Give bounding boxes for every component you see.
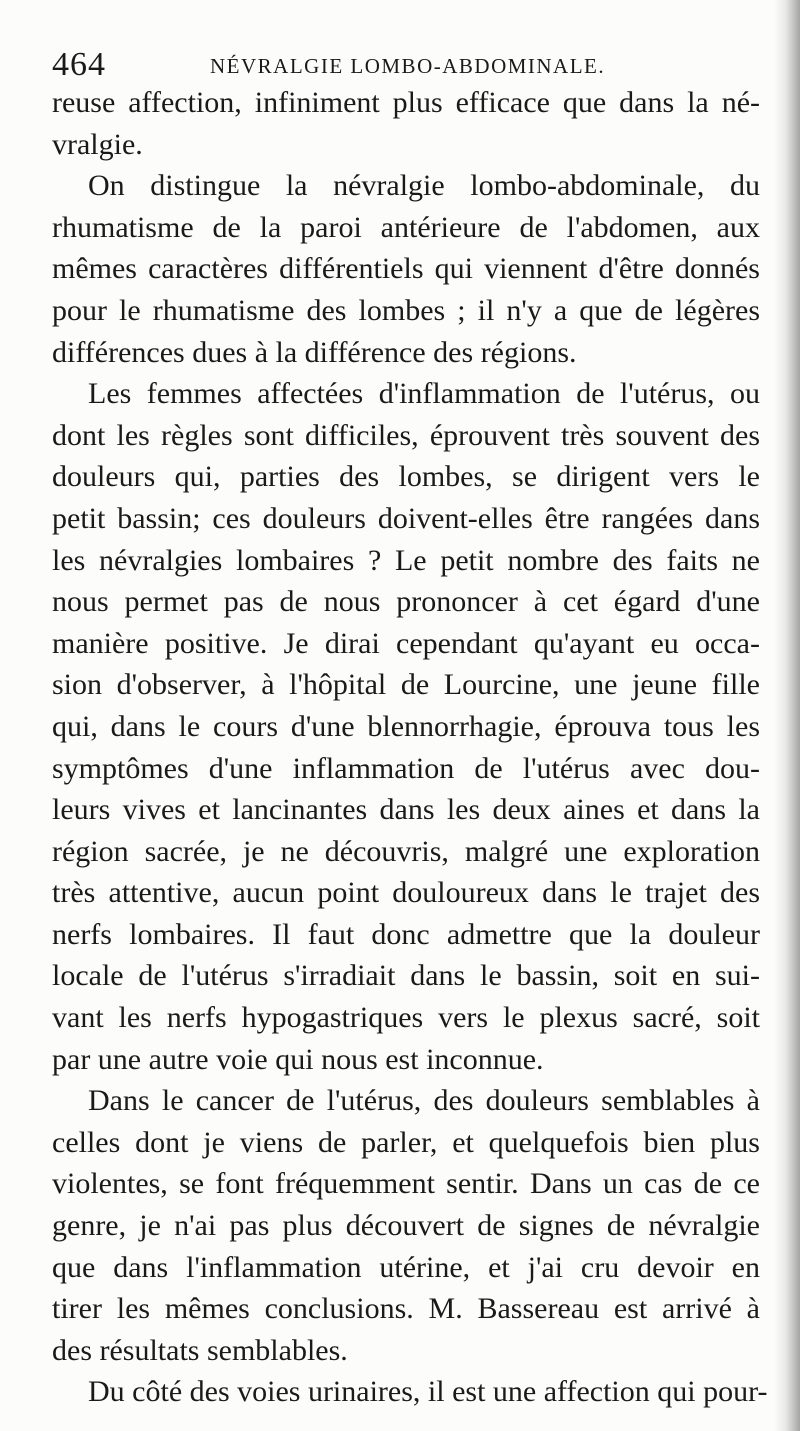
text-line: pour le rhumatisme des lombes ; il n'y a que de légères [52, 293, 760, 327]
text-line: locale de l'utérus s'irradiait dans le bassin, soit en sui- [52, 959, 760, 993]
body-text [52, 82, 768, 1413]
text-line: très attentive, aucun point douloureux dans le trajet des [52, 876, 760, 910]
text-line: reuse affection, infiniment plus efficace que dans la né- [52, 86, 760, 119]
text-line: vralgie. [52, 127, 143, 161]
page-number: 464 [52, 46, 106, 83]
text-line: genre, je n'ai pas plus découvert de signes de névralgie [52, 1209, 760, 1243]
text-line: tirer les mêmes conclusions. M. Bassereau est arrivé à [52, 1292, 760, 1326]
text-line: Les femmes affectées d'inflammation de l'utérus, ou [88, 377, 760, 411]
text-line: leurs vives et lancinantes dans les deux aines et dans la [52, 793, 760, 827]
text-line: On distingue la névralgie lombo-abdominale, du [88, 169, 760, 203]
text-line: que dans l'inflammation utérine, et j'ai cru devoir en [52, 1250, 760, 1284]
text-line: sion d'observer, à l'hôpital de Lourcine, une jeune fille [52, 668, 760, 702]
text-line: qui, dans le cours d'une blennorrhagie, éprouva tous les [52, 709, 760, 743]
text-line: vant les nerfs hypogastriques vers le plexus sacré, soit [52, 1001, 760, 1035]
text-line: petit bassin; ces douleurs doivent-elles être rangées dans [52, 501, 760, 535]
text-line: nous permet pas de nous prononcer à cet égard d'une [52, 585, 760, 619]
text-line: douleurs qui, parties des lombes, se dirigent vers le [52, 460, 760, 494]
text-line: région sacrée, je ne découvris, malgré une exploration [52, 834, 760, 868]
text-line: rhumatisme de la paroi antérieure de l'abdomen, aux [52, 210, 760, 244]
text-line: Du côté des voies urinaires, il est une affection qui pour- [88, 1375, 768, 1409]
text-line: par une autre voie qui nous est inconnue. [52, 1042, 544, 1076]
text-line: des résultats semblables. [52, 1333, 348, 1367]
text-line: mêmes caractères différentiels qui viennent d'être donnés [52, 252, 760, 286]
text-line: dont les règles sont difficiles, éprouvent très souvent des [52, 418, 760, 452]
text-line: les névralgies lombaires ? Le petit nombre des faits ne [52, 543, 760, 577]
text-line: nerfs lombaires. Il faut donc admettre que la douleur [52, 917, 760, 951]
text-line: Dans le cancer de l'utérus, des douleurs semblables à [88, 1084, 760, 1118]
page-edge-shadow [774, 0, 800, 1431]
text-line: symptômes d'une inflammation de l'utérus avec dou- [52, 751, 760, 785]
running-head: NÉVRALGIE LOMBO-ABDOMINALE. [210, 54, 606, 78]
text-line: manière positive. Je dirai cependant qu'ayant eu occa- [52, 626, 760, 660]
text-line: celles dont je viens de parler, et quelquefois bien plus [52, 1125, 760, 1159]
text-line: différences dues à la différence des régions. [52, 335, 577, 369]
text-line: violentes, se font fréquemment sentir. Dans un cas de ce [52, 1167, 760, 1201]
